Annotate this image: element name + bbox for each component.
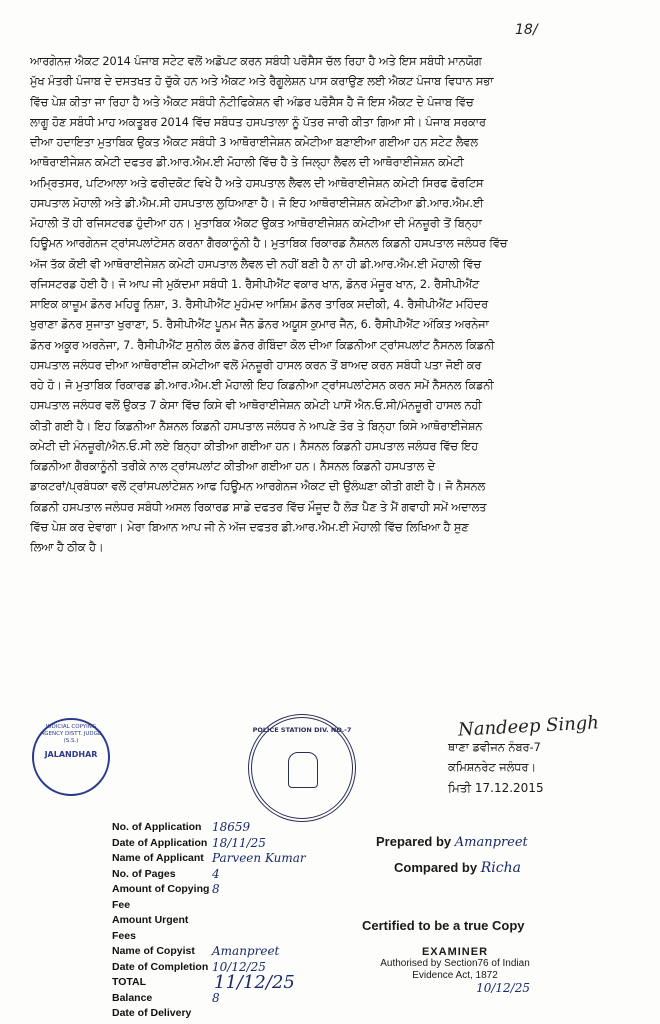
examiner-date: 10/12/25 [476,981,530,995]
statement-line: ਹਸਪਤਾਲ ਜਲੰਧਰ ਦੀਆ ਆਥੋਰਾਈਜ ਕਮੇਟੀਆ ਵਲੋਂ ਮੰਨਜ਼ੂਰੀ ਹਾਸਲ ਕਰਨ ਤੋਂ ਬਾਅਦ ਕਰਨ ਸਬੰਧੀ ਪਤਾ ਜੋਈ ਕਰ [30,358,482,372]
statement-line: ਕਿਡਨੀ ਹਸਪਤਾਲ ਜਲੰਧਰ ਸਬੰਧੀ ਅਸਲ ਰਿਕਾਰਡ ਸਾਡੇ ਦਫਤਰ ਵਿੱਚ ਮੌਜੂਦ ਹੈ ਲੋੜ ਪੈਣ ਤੇ ਮੈਂ ਗਵਾਹੀ ਸਮੇਂ ਅਦਾਲਤ [30,500,487,514]
statement-line: ਹਿਊਮਨ ਆਰਗੇਨਜ ਟ੍ਰਾਂਸਪਲਾਂਟੇਸਨ ਕਰਨਾ ਗੈਰਕਾਨੂੰਨੀ ਹੈ। ਮੁਤਾਬਿਕ ਰਿਕਾਰਡ ਨੈਸ਼ਨਲ ਕਿਡਨੀ ਹਸਪਤਾਲ ਜਲੰਧਰ ਵਿੱਚ [30,237,508,251]
signer-office: ਕਮਿਸ਼ਨਰੇਟ ਜਲੰਧਰ। [448,761,536,774]
form-row [112,867,306,883]
signer-block [448,738,544,798]
examiner-title: EXAMINER [421,946,489,958]
form-label: TOTAL [112,976,147,988]
form-label: Amount Urgent Fees [112,914,189,942]
statement-line: ਸਾਇਕ ਕਾਜ਼ੂਮ ਡੋਨਰ ਮਹਿਰੂ ਨਿਸ਼ਾ, 3. ਰੈਸੀਪੀਐਂਟ ਮੁਹੰਮਦ ਆਸ਼ਿਮ ਡੋਨਰ ਤਾਰਿਕ ਸਦੀਕੀ, 4. ਰੈਸੀਪੀਐਂਟ ਮਹਿੰਦਰ [30,298,488,311]
examiner-stamp [380,946,530,994]
statement-line: ਖੁਰਾਣਾ ਡੋਨਰ ਸੁਜਾਤਾ ਖੁਰਾਣਾ, 5. ਰੈਸੀਪੀਐਂਟ ਪੂਨਮ ਜੈਨ ਡੋਨਰ ਅਯੂਸ ਕੁਮਾਰ ਜੈਨ, 6. ਰੈਸੀਪੀਐਂਟ ਅੰਕਿਤ ਅਰਨੇਜਾ [30,318,489,332]
form-value: 8 [212,990,220,1005]
form-label: Name of Applicant [112,852,204,864]
ashoka-emblem-icon [288,752,318,788]
form-row [112,944,306,960]
statement-line: ਡਾਕਟਰਾਂ/ਪ੍ਰਬੰਧਕਾ ਵਲੋਂ ਟ੍ਰਾਂਸਪਲਾਂਟੇਸ਼ਨ ਆਫ ਹਿਊਮਨ ਆਰਗੇਨਜ ਐਕਟ ਦੀ ਉਲੰਘਣਾ ਕੀਤੀ ਗਈ ਹੈ। ਜੋ ਨੈਸਨਲ [30,480,486,494]
signer-station: ਥਾਣਾ ਡਵੀਜਨ ਨੰਬਰ-7 [448,741,541,754]
delivery-date-handwritten: 11/12/25 [214,972,295,993]
form-value: Parveen Kumar [212,851,306,865]
form-row [112,1006,306,1022]
form-label: Balance [112,991,153,1004]
form-row [112,836,306,852]
statement-line: ਦੀਆ ਹਦਾਇਤਾ ਮੁਤਾਬਿਕ ਉਕਤ ਐਕਟ ਸਬੰਧੀ 3 ਆਥੋਰਾਈਜੇਸ਼ਨ ਕਮੇਟੀਆ ਬਣਾਈਆ ਗਈਆ ਹਨ ਸਟੇਟ ਲੈਵਲ [30,136,478,149]
compared-by-label: Compared by [394,860,478,875]
form-label: Date of Completion [112,960,209,973]
statement-line: ਵਿੱਚ ਪੇਸ਼ ਕੀਤਾ ਜਾ ਰਿਹਾ ਹੈ ਅਤੇ ਐਕਟ ਸਬੰਧੀ ਨੋਟੀਫਿਕੇਸ਼ਨ ਵੀ ਅੰਡਰ ਪਰੋਸੈਸ ਹੈ ਜੋ ਇਸ ਐਕਟ ਦੇ ਪੰਜਾਬ ਵਿੱਚ [30,95,474,109]
form-label: Name of Copyist [112,945,195,957]
form-value: 8 [212,882,220,896]
form-value: 10/12/25 [212,959,266,974]
form-row [112,882,306,913]
prepared-by-label: Prepared by [376,834,452,849]
statement-line: ਆਥੋਰਾਈਜੇਸ਼ਨ ਕਮੇਟੀ ਦਫਤਰ ਡੀ.ਆਰ.ਐਮ.ਈ ਮੋਹਾਲੀ ਵਿੱਚ ਹੈ ਤੇ ਜਿਲ੍ਹਾ ਲੈਵਲ ਦੀ ਆਥੋਰਾਈਜੇਸ਼ਨ ਕਮੇਟੀ [30,156,464,170]
form-value: 18659 [212,820,251,834]
copying-agency-stamp [32,718,110,796]
form-row [112,913,306,944]
statement-line: ਵਿੱਚ ਪੇਸ਼ ਕਰ ਦੇਵਾਗਾ। ਮੇਰਾ ਬਿਆਨ ਆਪ ਜੀ ਨੇ ਅੱਜ ਦਫਤਰ ਡੀ.ਆਰ.ਐਮ.ਈ ਮੋਹਾਲੀ ਵਿੱਚ ਲਿਖਿਆ ਹੈ ਸੁਣ [30,520,469,534]
statement-line: ਲਿਆ ਹੈ ਠੀਕ ਹੈ। [30,541,104,554]
statement-line: ਅਮ੍ਰਿਤਸਰ, ਪਟਿਆਲਾ ਅਤੇ ਫਰੀਦਕੋਟ ਵਿਖੇ ਹੈ ਅਤੇ ਹਸਪਤਾਲ ਲੈਵਲ ਦੀ ਆਥੋਰਾਈਜੇਸ਼ਨ ਕਮੇਟੀ ਸਿਰਫ ਫੋਰਟਿਸ [30,176,484,190]
form-row [112,820,306,836]
compared-by-name: Richa [480,860,521,876]
form-label: No. of Application [112,821,202,833]
officer-signature: Nandeep Singh [457,712,600,741]
statement-line: ਮੋਹਾਲੀ ਤੋਂ ਹੀ ਰਜਿਸਟਰਡ ਹੁੰਦੀਆ ਹਨ। ਮੁਤਾਬਿਕ ਐਕਟ ਉਕਤ ਆਥੋਰਾਈਜੇਸ਼ਨ ਕਮੇਟੀਆ ਦੀ ਮੰਨਜ਼ੂਰੀ ਤੋਂ ਬਿਨ੍ਹਾ [30,217,482,230]
prepared-by-name: Amanpreet [454,835,528,850]
statement-line: ਕਿਡਨੀਆ ਗੈਰਕਾਨੂੰਨੀ ਤਰੀਕੇ ਨਾਲ ਟ੍ਰਾਂਸਪਲਾਂਟ ਕੀਤੀਆ ਗਈਆ ਹਨ। ਨੈਸਨਲ ਕਿਡਨੀ ਹਸਪਤਾਲ ਦੇ [30,460,435,473]
compared-by [394,860,521,876]
statement-line: ਅੱਜ ਤੱਕ ਕੋਈ ਵੀ ਆਥੋਰਾਈਜੇਸ਼ਨ ਕਮੇਟੀ ਹਸਪਤਾਲ ਲੈਵਲ ਦੀ ਨਹੀਂ ਬਣੀ ਹੈ ਨਾ ਹੀ ਡੀ.ਆਰ.ਐਮ.ਈ ਮੋਹਾਲੀ ਵਿੱਚ [30,257,481,271]
form-value: Amanpreet [212,944,280,958]
statement-line: ਡੋਨਰ ਅਕੂਰ ਅਰਨੇਜਾ, 7. ਰੈਸੀਪੀਐਂਟ ਸੁਨੀਲ ਕੋਲ ਡੋਨਰ ਗੋਬਿੰਦਾ ਕੋਲ ਦੀਆ ਕਿਡਨੀਆ ਟ੍ਰਾਂਸਪਲਾਂਟ ਨੈਸਨਲ ਕਿਡਨੀ [30,338,495,352]
statement-body [30,52,640,558]
statement-line: ਰਜਿਸਟਰਡ ਹੋਈ ਹੈ। ਜੋ ਆਪ ਜੀ ਮੁਕੱਦਮਾ ਸਬੰਧੀ 1. ਰੈਸੀਪੀਐਂਟ ਵਕਾਰ ਖਾਨ, ਡੋਨਰ ਮੰਜੂਰ ਖਾਨ, 2. ਰੈਸੀਪੀਐਂਟ [30,277,480,291]
form-row [112,851,306,867]
statement-line: ਹਸਪਤਾਲ ਜਲੰਧਰ ਵਲੋਂ ਉਕਤ 7 ਕੇਸਾ ਵਿੱਚ ਕਿਸੇ ਵੀ ਆਥੋਰਾਈਜੇਸ਼ਨ ਕਮੇਟੀ ਪਾਸੋਂ ਐਨ.ਓ.ਸੀ/ਮੰਨਜ਼ੂਰੀ ਹਾਸਲ ਨਹੀ [30,399,482,413]
form-value: 18/11/25 [212,835,266,850]
statement-line: ਲਾਗੂ ਹੋਣ ਸਬੰਧੀ ਮਾਹ ਅਕਤੂਬਰ 2014 ਵਿੱਚ ਸਬੰਧਤ ਹਸਪਤਾਲਾ ਨੂੰ ਪੱਤਰ ਜਾਰੀ ਕੀਤਾ ਗਿਆ ਸੀ। ਪੰਜਾਬ ਸਰਕਾਰ [30,115,486,129]
form-label: Date of Application [112,836,208,849]
copying-agency-city: JALANDHAR [44,750,98,759]
copying-agency-stamp-text: JUDICIAL COPYING AGENCY DISTT. JUDGE (S.S.) [40,724,102,744]
page-number: 18/ [515,22,538,38]
statement-line: ਹਸਪਤਾਲ ਮੋਹਾਲੀ ਅਤੇ ਡੀ.ਐਮ.ਸੀ ਹਸਪਤਾਲ ਲੁਧਿਆਣਾ ਹੈ। ਜੋ ਇਹ ਆਥੋਰਾਈਜੇਸ਼ਨ ਕਮੇਟੀਆ ਡੀ.ਆਰ.ਐਮ.ਈ [30,196,484,210]
prepared-by [376,834,528,850]
form-label: Amount of Copying Fee [112,883,210,911]
form-label: Date of Delivery [112,1007,192,1019]
statement-line: ਆਰਗੇਨਜ਼ ਐਕਟ 2014 ਪੰਜਾਬ ਸਟੇਟ ਵਲੋਂ ਅਡੋਪਟ ਕਰਨ ਸਬੰਧੀ ਪਰੋਸੈਸ ਚੱਲ ਰਿਹਾ ਹੈ ਅਤੇ ਇਸ ਸਬੰਧੀ ਮਾਨਯੋਗ [30,55,482,68]
signer-date: ਮਿਤੀ 17.12.2015 [448,781,544,795]
police-seal-text: POLICE STATION DIV. NO.-7 [252,726,352,734]
examiner-authority: Authorised by Section76 of Indian Evidence Act, 1872 [380,958,530,981]
form-value: 4 [212,866,220,881]
statement-line: ਕੀਤੀ ਗਈ ਹੈ। ਇਹ ਕਿਡਨੀਆ ਨੈਸ਼ਨਲ ਕਿਡਨੀ ਹਸਪਤਾਲ ਜਲੰਧਰ ਨੇ ਆਪਣੇ ਤੋਰ ਤੇ ਬਿਨ੍ਹਾ ਕਿਸੇ ਆਥੋਰਾਈਜੇਸ਼ਨ [30,419,483,433]
statement-line: ਰਹੇ ਹੋ। ਜੋ ਮੁਤਾਬਿਕ ਰਿਕਾਰਡ ਡੀ.ਆਰ.ਐਮ.ਈ ਮੋਹਾਲੀ ਇਹ ਕਿਡਨੀਆ ਟ੍ਰਾਂਸਪਲਾਂਟੇਸਨ ਕਰਨ ਸਮੇਂ ਨੈਸਨਲ ਕਿਡਨੀ [30,379,494,392]
police-station-seal [248,714,356,822]
certified-true-copy: Certified to be a true Copy [362,918,525,933]
form-label: No. of Pages [112,867,176,880]
statement-line: ਕਮੇਟੀ ਦੀ ਮੰਨਜ਼ੂਰੀ/ਐਨ.ਓ.ਸੀ ਲਏ ਬਿਨ੍ਹਾ ਕੀਤੀਆ ਗਈਆ ਹਨ। ਨੈਸਨਲ ਕਿਡਨੀ ਹਸਪਤਾਲ ਜਲੰਧਰ ਵਿੱਚ ਇਹ [30,439,478,453]
statement-line: ਮੁੱਖ ਮੰਤਰੀ ਪੰਜਾਬ ਦੇ ਦਸਤਖਤ ਹੋ ਚੁੱਕੇ ਹਨ ਅਤੇ ਐਕਟ ਅਤੇ ਰੈਗੂਲੇਸ਼ਨ ਪਾਸ ਕਰਾਉਣ ਲਈ ਐਕਟ ਪੰਜਾਬ ਵਿਧਾਨ ਸਭਾ [30,75,494,89]
